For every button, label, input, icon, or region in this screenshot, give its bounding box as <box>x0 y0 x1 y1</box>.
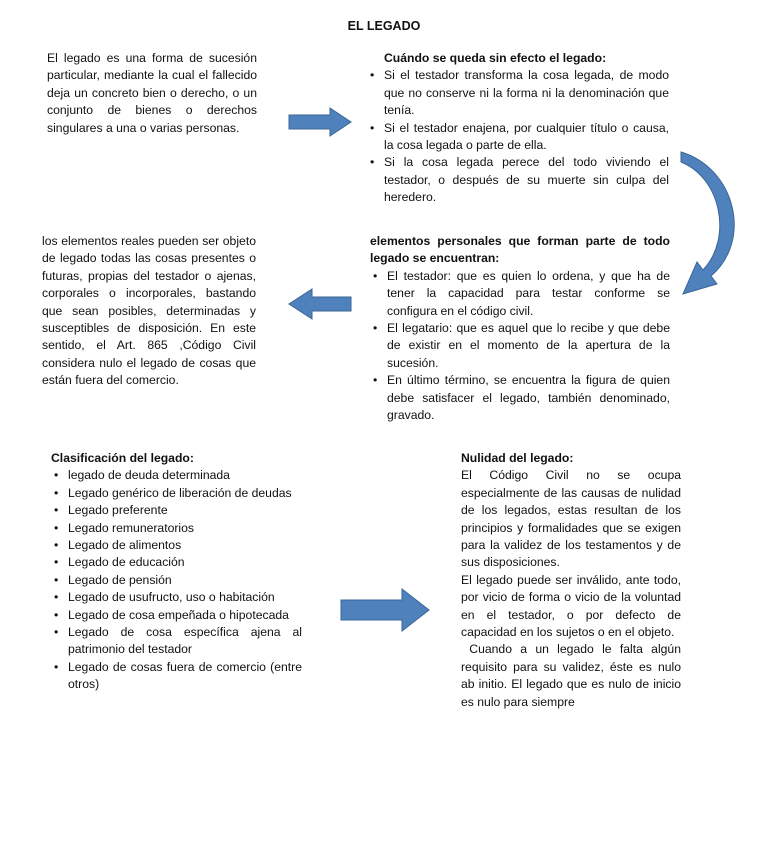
list-item: • Legado remuneratorios <box>51 520 302 537</box>
personal-elements-box <box>370 233 670 424</box>
list-item: • Si el testador transforma la cosa legada, de modo que no conserve ni la forma ni la denominación que tenía. <box>367 67 669 119</box>
nullity-paragraph: El legado puede ser inválido, ante todo, por vicio de forma o vicio de la voluntad en el testador, o por defecto de capacidad en los sujetos o en el objeto. <box>461 572 681 640</box>
definition-text: El legado es una forma de sucesión particular, mediante la cual el fallecido deja un concreto bien o derecho, o un conjunto de bienes o derechos singulares a una o varias personas. <box>47 51 257 135</box>
list-item: • En último término, se encuentra la figura de quien debe satisfacer el legado, también denominado, gravado. <box>370 372 670 424</box>
nullity-paragraph: Cuando a un legado le falta algún requisito para su validez, éste es nulo ab initio. El legado que es nulo de inicio es nulo para siempre <box>461 642 685 709</box>
classification-list <box>51 467 302 693</box>
arrow-right-icon <box>340 588 430 632</box>
list-item: • Legado de cosas fuera de comercio (entre otros) <box>51 659 302 694</box>
list-item: • Legado de cosa específica ajena al patrimonio del testador <box>51 624 302 659</box>
nullity-paragraph: El Código Civil no se ocupa especialmente de las causas de nulidad de los legados, estas resultan de los principios y formalidades que se exigen para la validez de los testamentos y de sus disposiciones. <box>461 468 681 570</box>
list-item: • Legado de alimentos <box>51 537 302 554</box>
list-item: • Legado genérico de liberación de deudas <box>51 485 302 502</box>
arrow-right-icon <box>288 107 352 137</box>
list-item: • Legado de educación <box>51 554 302 571</box>
revocation-heading: Cuándo se queda sin efecto el legado: <box>384 51 607 65</box>
list-item: • Legado preferente <box>51 502 302 519</box>
list-item: • Si el testador enajena, por cualquier título o causa, la cosa legada o parte de ella. <box>367 120 669 155</box>
revocation-list <box>367 67 669 206</box>
page-title: EL LEGADO <box>347 19 421 33</box>
classification-heading: Clasificación del legado: <box>51 451 194 465</box>
list-item: • Legado de cosa empeñada o hipotecada <box>51 607 302 624</box>
personal-elements-heading: elementos personales que forman parte de todo legado se encuentran: <box>370 234 670 266</box>
list-item: • Si la cosa legada perece del todo viviendo el testador, o después de su muerte sin culpa del heredero. <box>367 154 669 206</box>
definition-box <box>47 50 257 137</box>
nullity-box <box>461 450 685 711</box>
real-elements-text: los elementos reales pueden ser objeto de legado todas las cosas presentes o futuras, propias del testador o ajenas, corporales o incorporales, bastando que sean posibles, determinadas y susceptibles de disposición. En este sentido, el Art. 865 ,Código Civil considera nulo el legado de cosas que están fuera del comercio. <box>42 234 256 388</box>
arrow-left-icon <box>288 288 352 320</box>
list-item: • El testador: que es quien lo ordena, y que ha de tener la capacidad para testar conforme se configura en el código civil. <box>370 268 670 320</box>
real-elements-box <box>42 233 256 390</box>
curved-arrow-icon <box>675 148 747 304</box>
list-item: • Legado de usufructo, uso o habitación <box>51 589 302 606</box>
classification-box <box>51 450 302 694</box>
personal-elements-list <box>370 268 670 425</box>
list-item: • legado de deuda determinada <box>51 467 302 484</box>
revocation-box <box>367 50 669 207</box>
nullity-heading: Nulidad del legado: <box>461 451 574 465</box>
list-item: • Legado de pensión <box>51 572 302 589</box>
list-item: • El legatario: que es aquel que lo recibe y que debe de existir en el momento de la apertura de la sucesión. <box>370 320 670 372</box>
